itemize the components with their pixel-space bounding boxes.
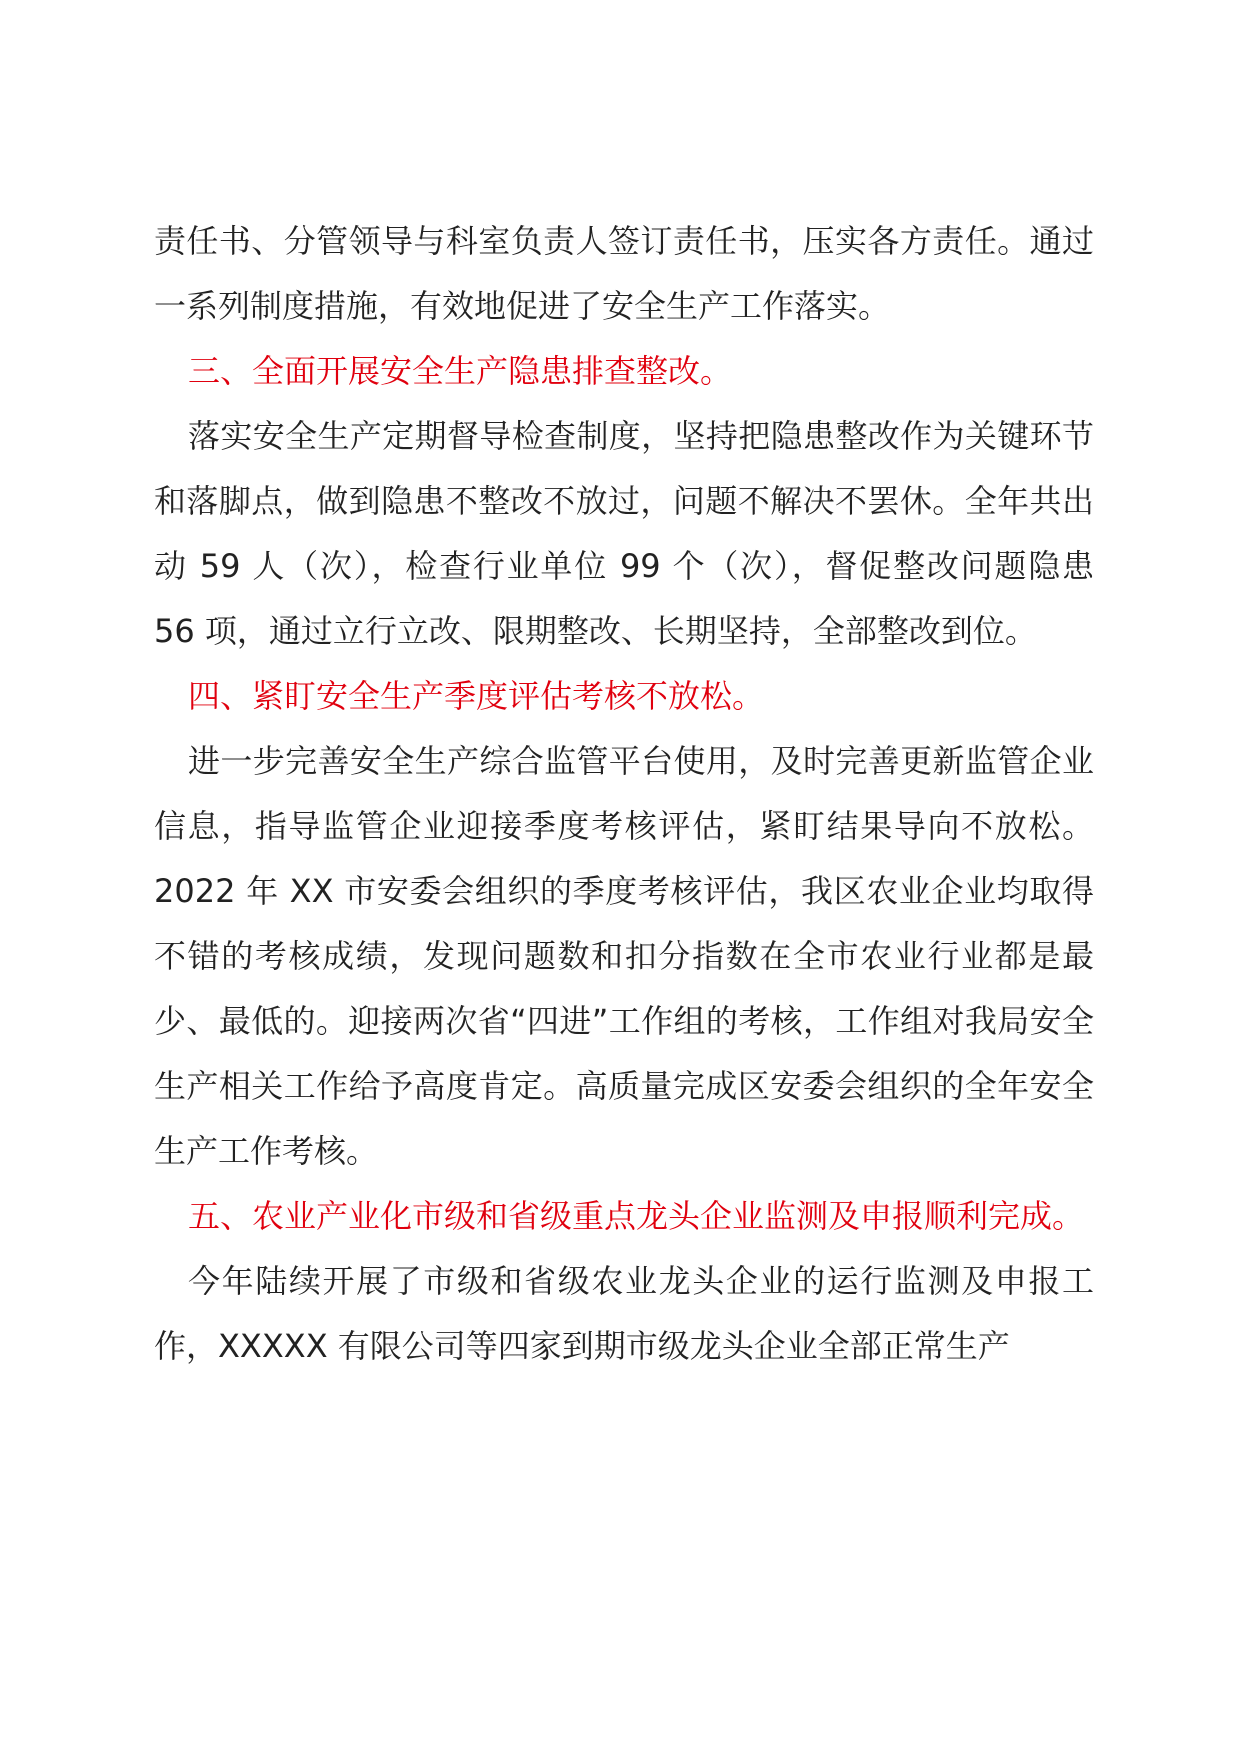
paragraph-leading-enterprises: 今年陆续开展了市级和省级农业龙头企业的运行监测及申报工作，XXXXX 有限公司等四家到期市级龙头企业全部正常生产	[154, 1262, 1094, 1365]
heading-section-4: 四、紧盯安全生产季度评估考核不放松。	[188, 677, 765, 715]
document-page	[154, 209, 1094, 1379]
paragraph-quarterly-assessment: 进一步完善安全生产综合监管平台使用，及时完善更新监管企业信息，指导监管企业迎接季度考核评估，紧盯结果导向不放松。2022 年 XX 市安委会组织的季度考核评估，我区农业企业均取得不错的考核成绩，发现问题数和扣分指数在全市农业行业都是最少、最低的。迎接两次省“四进”工作组的考核，工作组对我局安全生产相关工作给予高度肯定。高质量完成区安委会组织的全年安全生产工作考核。	[154, 742, 1094, 1170]
paragraph-responsibility: 责任书、分管领导与科室负责人签订责任书，压实各方责任。通过一系列制度措施，有效地促进了安全生产工作落实。	[154, 222, 1094, 325]
heading-section-3: 三、全面开展安全生产隐患排查整改。	[188, 352, 733, 390]
paragraph-hazard-inspection: 落实安全生产定期督导检查制度，坚持把隐患整改作为关键环节和落脚点，做到隐患不整改不放过，问题不解决不罢休。全年共出动 59 人（次），检查行业单位 99 个（次），督促整改问题隐患 56 项，通过立行立改、限期整改、长期坚持，全部整改到位。	[154, 417, 1094, 650]
heading-section-5: 五、农业产业化市级和省级重点龙头企业监测及申报顺利完成。	[188, 1197, 1085, 1235]
